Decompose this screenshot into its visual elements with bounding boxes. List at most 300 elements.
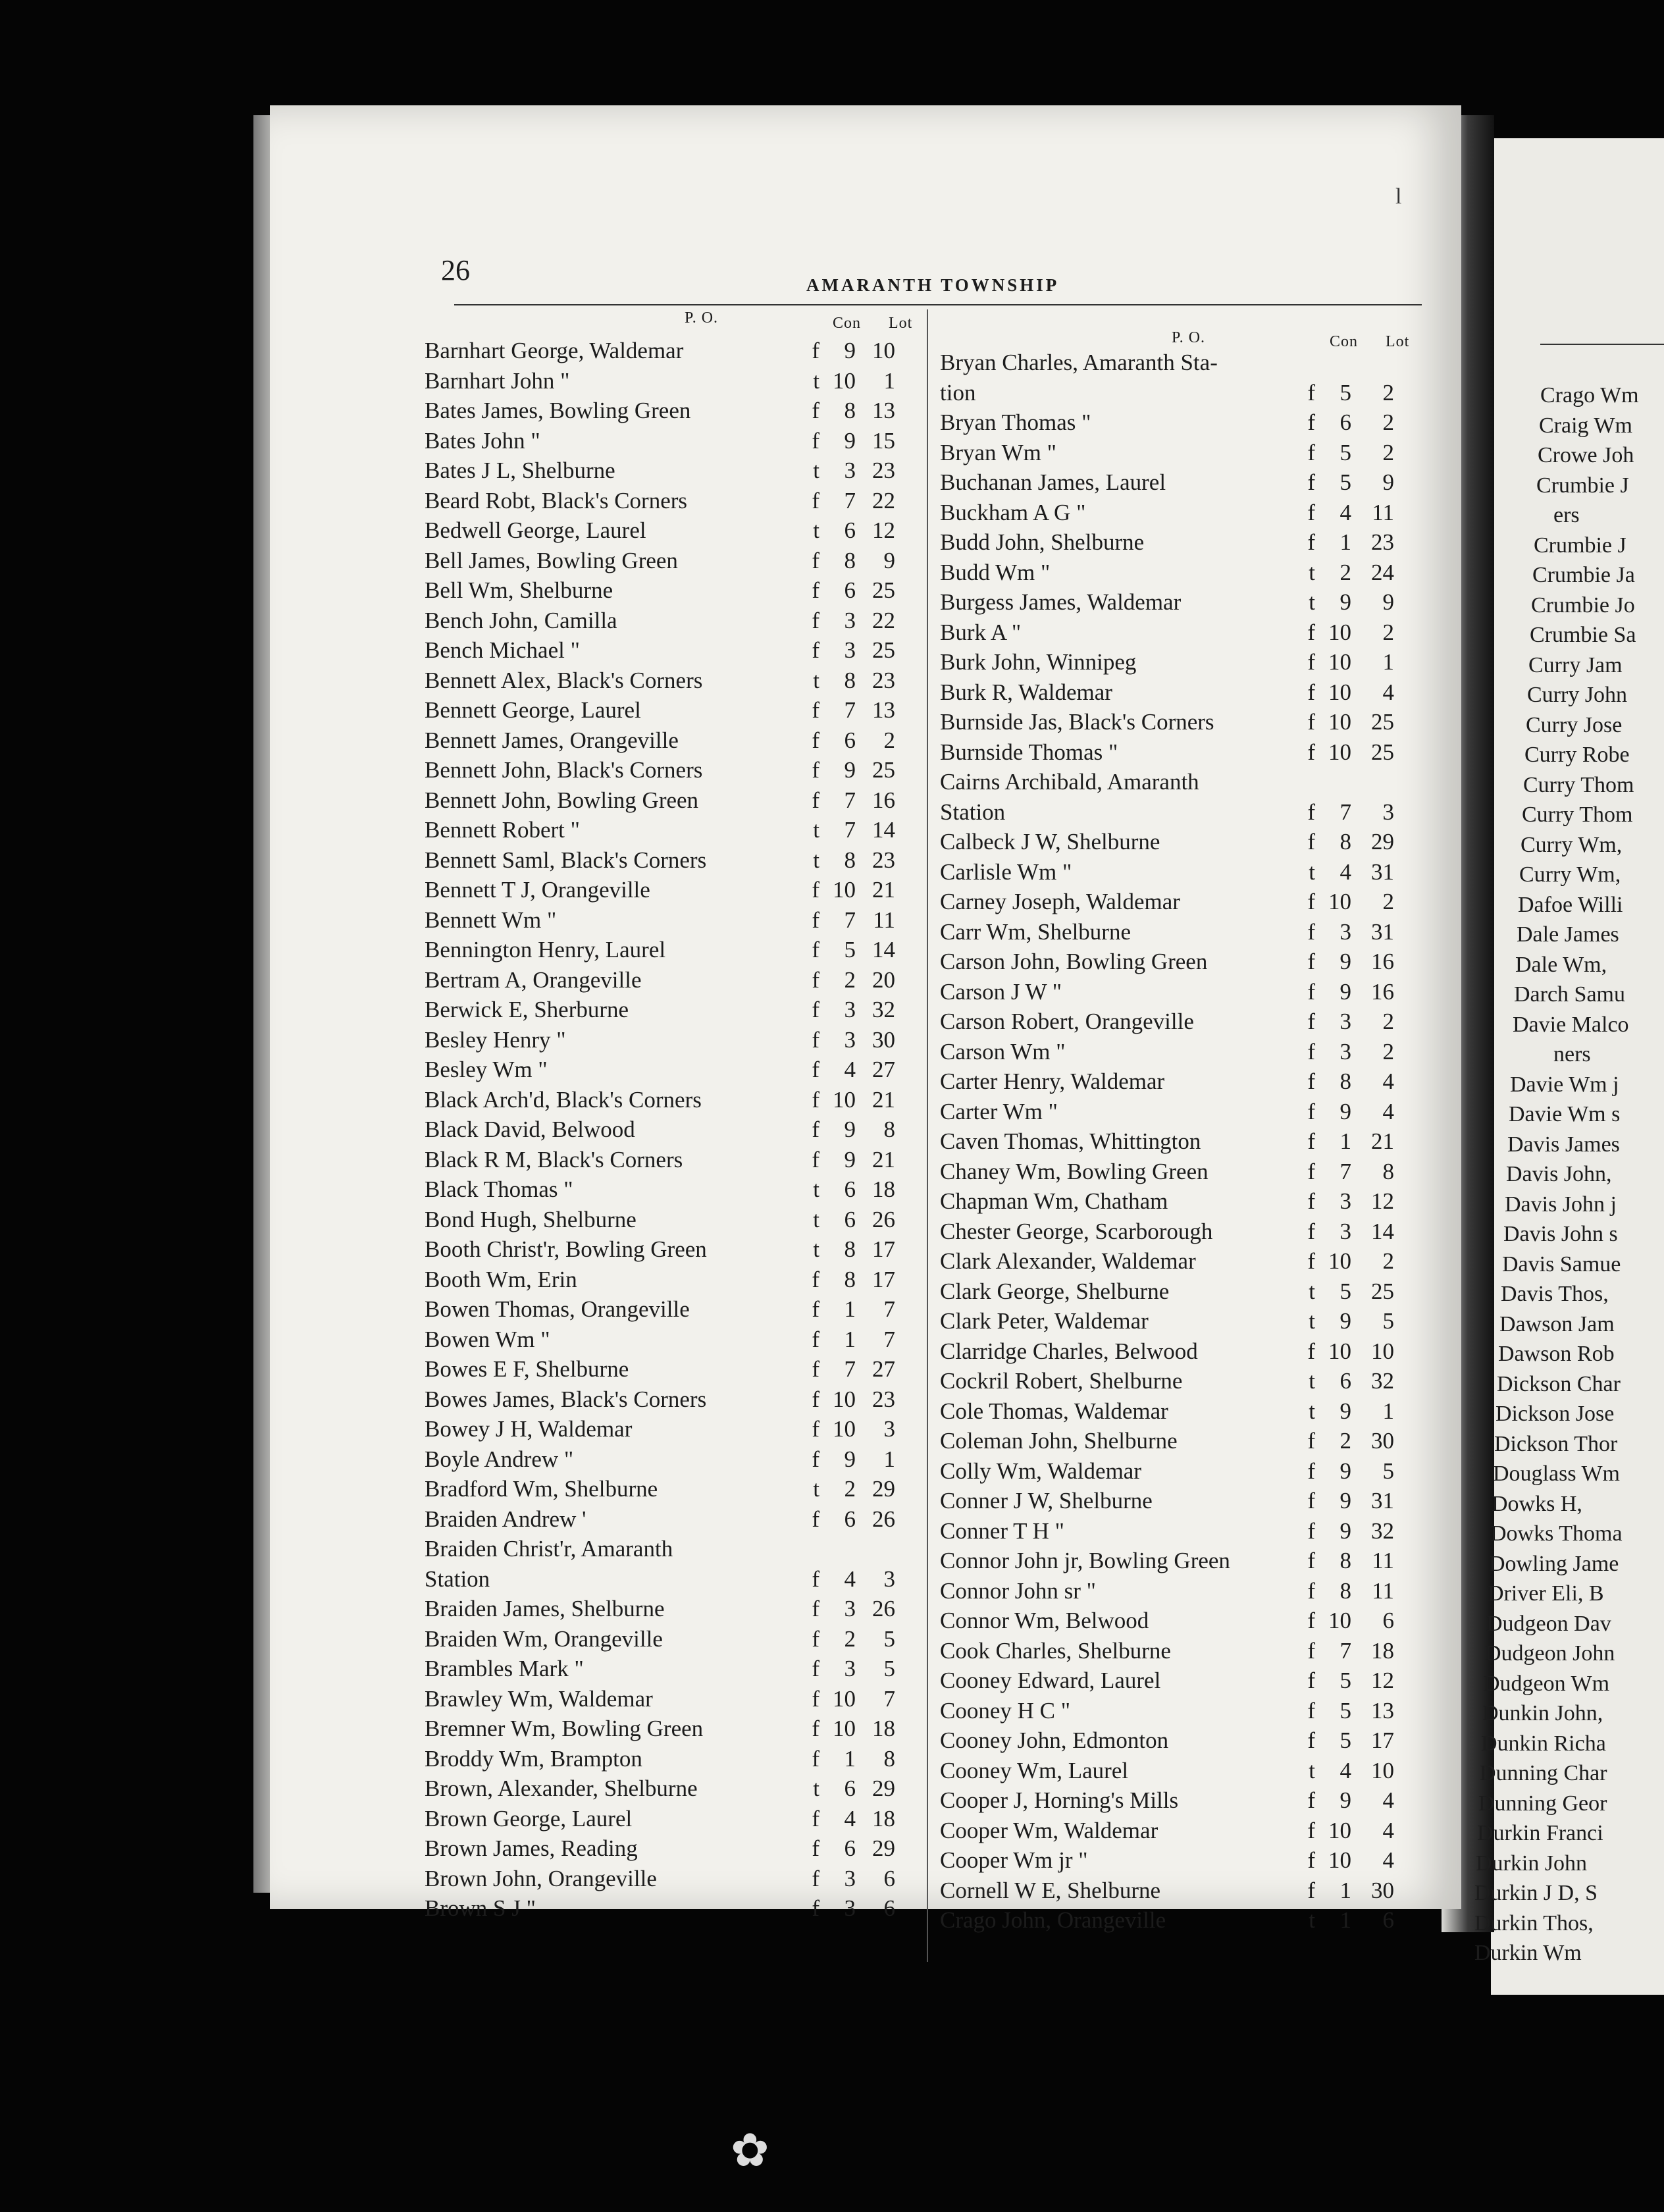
entry-con: 10	[1328, 649, 1351, 675]
entry-con: 5	[1339, 439, 1351, 465]
entry-lot: 13	[872, 398, 895, 423]
entry-row-partial: Davis Thos,	[1501, 1282, 1609, 1306]
entry-lot: 21	[872, 1146, 895, 1172]
entry-con: 9	[1339, 978, 1351, 1005]
entry-row-partial: Dawson Rob	[1498, 1342, 1615, 1366]
entry-con: 9	[1339, 949, 1351, 974]
entry-lot: 25	[872, 757, 895, 783]
entry-con: 10	[1328, 709, 1351, 735]
entry-con: 2	[844, 1476, 856, 1502]
entry-con: 10	[833, 1716, 856, 1741]
entry-lot: 11	[1372, 499, 1394, 525]
entry-con: 2	[844, 1625, 856, 1652]
entry-row-partial: Dickson Char	[1497, 1371, 1621, 1396]
entry-con: 10	[1328, 679, 1351, 705]
entry-name: Caven Thomas, Whittington	[940, 1128, 1201, 1154]
entry-row-partial: Davis Samue	[1502, 1251, 1621, 1277]
entry-lot: 1	[883, 1446, 895, 1472]
entry-con: 10	[1328, 1817, 1351, 1843]
entry-lot: 17	[872, 1236, 895, 1262]
page-title: AMARANTH TOWNSHIP	[806, 275, 1060, 295]
entry-con: 9	[1339, 1308, 1351, 1334]
entry-type: f	[1307, 1098, 1315, 1124]
entry-lot: 3	[883, 1566, 895, 1592]
entry-type: f	[812, 1835, 819, 1861]
entry-type: t	[813, 1206, 819, 1232]
entry-type: t	[813, 458, 819, 483]
entry-con: 3	[1339, 1038, 1351, 1065]
entry-con: 8	[1339, 829, 1351, 855]
entry-con: 6	[844, 1506, 856, 1532]
entry-type: f	[812, 398, 819, 423]
entry-lot: 9	[1382, 589, 1394, 615]
entry-name: Bennington Henry, Laurel	[425, 937, 666, 962]
entry-lot: 18	[872, 1805, 895, 1831]
entry-con: 8	[844, 398, 856, 423]
entry-con: 8	[844, 547, 856, 573]
entry-lot: 8	[883, 1117, 895, 1142]
entry-lot: 12	[1371, 1188, 1394, 1214]
entry-row-partial: Crumbie Ja	[1532, 563, 1635, 587]
entry-lot: 3	[883, 1416, 895, 1442]
entry-type: f	[1307, 469, 1315, 495]
entry-type: t	[813, 1476, 819, 1502]
entry-lot: 4	[1382, 1068, 1394, 1094]
entry-type: f	[1307, 499, 1315, 525]
entry-con: 8	[844, 667, 856, 693]
entry-name: Station	[425, 1566, 490, 1592]
entry-row-partial: Curry Thom	[1523, 772, 1634, 797]
entry-type: t	[813, 1236, 819, 1262]
entry-lot: 11	[1372, 1548, 1394, 1573]
entry-type: f	[1307, 1038, 1315, 1065]
entry-name: Bates J L, Shelburne	[425, 458, 615, 483]
entry-lot: 2	[1382, 409, 1394, 435]
entry-name: Bennett Wm "	[425, 907, 557, 933]
entry-lot: 31	[1371, 918, 1394, 945]
entry-lot: 6	[1382, 1608, 1394, 1633]
entry-lot: 7	[883, 1296, 895, 1322]
entry-row-partial: Driver Eli, B	[1488, 1581, 1604, 1606]
entry-name: Bond Hugh, Shelburne	[425, 1206, 637, 1232]
entry-type: t	[813, 1176, 819, 1202]
entry-row-partial: Curry Wm,	[1519, 862, 1621, 887]
entry-row-partial: Curry John	[1527, 683, 1628, 707]
entry-type: f	[1307, 1727, 1315, 1753]
entry-con: 5	[1339, 469, 1351, 495]
entry-type: f	[1307, 709, 1315, 735]
header-rule-right	[1540, 344, 1664, 345]
entry-lot: 11	[1372, 1577, 1394, 1604]
entry-type: f	[1307, 1128, 1315, 1154]
entry-lot: 2	[1382, 889, 1394, 914]
entry-con: 9	[844, 1446, 856, 1472]
entry-lot: 32	[1371, 1517, 1394, 1544]
entry-type: f	[812, 1026, 819, 1053]
entry-lot: 25	[1371, 709, 1394, 735]
entry-name: Braiden Christ'r, Amaranth	[425, 1536, 673, 1562]
entry-type: t	[1309, 559, 1315, 585]
entry-con: 4	[844, 1057, 856, 1082]
corner-mark: l	[1395, 184, 1402, 209]
entry-row-partial: Davis John s	[1503, 1222, 1618, 1246]
entry-name: Conner J W, Shelburne	[940, 1488, 1153, 1514]
entry-con: 3	[844, 1026, 856, 1053]
entry-name: Brambles Mark "	[425, 1656, 584, 1681]
entry-con: 7	[1339, 799, 1351, 825]
entry-name: Clarridge Charles, Belwood	[940, 1338, 1198, 1364]
entry-con: 1	[844, 1296, 856, 1322]
entry-name: Clark Peter, Waldemar	[940, 1308, 1149, 1334]
entry-name: Burk R, Waldemar	[940, 679, 1112, 705]
entry-type: t	[1309, 589, 1315, 615]
entry-con: 3	[844, 997, 856, 1022]
entry-type: f	[812, 1086, 819, 1113]
entry-name: Bennett Alex, Black's Corners	[425, 667, 703, 693]
entry-lot: 8	[883, 1745, 895, 1772]
entry-row-partial: Dudgeon John	[1485, 1641, 1615, 1666]
entry-con: 7	[844, 697, 856, 723]
entry-con: 1	[1339, 1907, 1351, 1933]
entry-type: f	[812, 1716, 819, 1741]
entry-name: Carr Wm, Shelburne	[940, 918, 1131, 945]
entry-type: f	[812, 1326, 819, 1352]
entry-type: t	[1309, 1368, 1315, 1394]
entry-con: 3	[844, 1895, 856, 1921]
entry-type: f	[812, 487, 819, 514]
entry-name: Beard Robt, Black's Corners	[425, 487, 688, 514]
entry-con: 10	[833, 1086, 856, 1113]
entry-name: Cooney John, Edmonton	[940, 1727, 1169, 1753]
entry-lot: 15	[872, 427, 895, 454]
entry-name: Bennett Saml, Black's Corners	[425, 847, 707, 873]
entry-name: Connor John sr "	[940, 1577, 1096, 1604]
entry-con: 10	[1328, 1847, 1351, 1873]
entry-lot: 13	[872, 697, 895, 723]
entry-lot: 17	[1371, 1727, 1394, 1753]
entry-lot: 5	[883, 1625, 895, 1652]
entry-lot: 1	[1382, 1398, 1394, 1424]
entry-row-partial: Dale James	[1517, 922, 1619, 947]
entry-type: t	[813, 817, 819, 843]
entry-type: f	[812, 1745, 819, 1772]
entry-type: f	[1307, 1577, 1315, 1604]
entry-row-partial: Craig Wm	[1539, 413, 1632, 438]
entry-con: 10	[833, 877, 856, 903]
entry-type: t	[813, 847, 819, 873]
entry-con: 6	[844, 1176, 856, 1202]
entry-con: 9	[844, 1117, 856, 1142]
entry-type: f	[812, 997, 819, 1022]
header-rule	[454, 304, 1422, 305]
entry-name: Chester George, Scarborough	[940, 1218, 1213, 1244]
entry-type: f	[1307, 1637, 1315, 1664]
entry-con: 9	[844, 757, 856, 783]
entry-lot: 25	[872, 577, 895, 603]
entry-con: 9	[1339, 589, 1351, 615]
entry-lot: 7	[883, 1326, 895, 1352]
entry-name: Barnhart John "	[425, 367, 570, 394]
entry-type: f	[812, 1566, 819, 1592]
entry-con: 3	[1339, 1218, 1351, 1244]
entry-name: Brawley Wm, Waldemar	[425, 1685, 653, 1712]
entry-type: f	[1307, 649, 1315, 675]
entry-type: f	[812, 757, 819, 783]
entry-lot: 12	[872, 517, 895, 543]
entry-lot: 30	[1371, 1428, 1394, 1454]
entry-lot: 18	[872, 1716, 895, 1741]
entry-type: f	[1307, 799, 1315, 825]
entry-type: f	[812, 1865, 819, 1891]
entry-type: f	[812, 1685, 819, 1712]
entry-name: Buchanan James, Laurel	[940, 469, 1166, 495]
entry-con: 8	[1339, 1548, 1351, 1573]
entry-row-partial: Davis John j	[1505, 1192, 1617, 1217]
entry-name: Brown James, Reading	[425, 1835, 638, 1861]
entry-lot: 4	[1382, 1787, 1394, 1813]
entry-con: 10	[833, 1685, 856, 1712]
entry-lot: 14	[1371, 1218, 1394, 1244]
entry-name: Berwick E, Sherburne	[425, 997, 629, 1022]
entry-type: f	[812, 907, 819, 933]
entry-lot: 2	[1382, 1248, 1394, 1274]
con-header-right: Con	[1330, 333, 1359, 350]
entry-type: f	[1307, 1608, 1315, 1633]
entry-lot: 32	[872, 997, 895, 1022]
entry-type: f	[812, 637, 819, 663]
entry-con: 10	[833, 1416, 856, 1442]
entry-type: f	[1307, 978, 1315, 1005]
entry-name: Burnside Thomas "	[940, 739, 1118, 765]
entry-row-partial: Durkin Franci	[1477, 1821, 1603, 1845]
entry-type: f	[1307, 1548, 1315, 1573]
entry-name: Bench John, Camilla	[425, 607, 617, 633]
entry-type: f	[1307, 1847, 1315, 1873]
entry-type: f	[1307, 379, 1315, 406]
entry-con: 1	[1339, 529, 1351, 555]
entry-con: 8	[1339, 1577, 1351, 1604]
entry-lot: 3	[1382, 799, 1394, 825]
entry-con: 9	[1339, 1098, 1351, 1124]
entry-con: 5	[1339, 1278, 1351, 1304]
entry-type: f	[812, 966, 819, 993]
entry-lot: 29	[872, 1776, 895, 1801]
entry-name: Bryan Charles, Amaranth Sta-	[940, 350, 1218, 375]
entry-con: 6	[844, 727, 856, 753]
entry-lot: 10	[1371, 1338, 1394, 1364]
entry-type: f	[812, 1296, 819, 1322]
entry-type: f	[1307, 619, 1315, 645]
entry-type: t	[813, 667, 819, 693]
entry-row-partial: Dowks Thoma	[1490, 1521, 1623, 1546]
entry-con: 10	[1328, 1608, 1351, 1633]
entry-type: t	[1309, 1757, 1315, 1783]
entry-lot: 2	[1382, 1009, 1394, 1034]
entry-con: 7	[1339, 1637, 1351, 1664]
entry-lot: 4	[1382, 1847, 1394, 1873]
entry-lot: 17	[872, 1266, 895, 1292]
entry-con: 8	[844, 1236, 856, 1262]
entry-lot: 1	[1382, 649, 1394, 675]
entry-con: 7	[844, 1356, 856, 1382]
entry-con: 8	[844, 847, 856, 873]
entry-name: Bench Michael "	[425, 637, 580, 663]
entry-type: t	[813, 367, 819, 394]
entry-lot: 26	[872, 1596, 895, 1621]
entry-con: 6	[844, 1835, 856, 1861]
entry-name: Carter Henry, Waldemar	[940, 1068, 1165, 1094]
entry-type: f	[812, 1146, 819, 1172]
entry-row-partial: Curry Wm,	[1521, 832, 1623, 857]
entry-name: Carson Robert, Orangeville	[940, 1009, 1194, 1034]
entry-name: Cooper Wm jr "	[940, 1847, 1088, 1873]
entry-name: Bennett John, Black's Corners	[425, 757, 703, 783]
entry-name: Bell James, Bowling Green	[425, 547, 678, 573]
entry-con: 8	[1339, 1068, 1351, 1094]
entry-con: 3	[844, 458, 856, 483]
entry-lot: 29	[1371, 829, 1394, 855]
entry-row-partial: Crumbie Sa	[1530, 623, 1636, 647]
entry-type: t	[1309, 1398, 1315, 1424]
entry-row-partial: Crumbie J	[1536, 473, 1629, 498]
entry-name: Bennett James, Orangeville	[425, 727, 679, 753]
entry-type: f	[812, 727, 819, 753]
entry-lot: 10	[872, 338, 895, 363]
entry-name: Braiden Andrew '	[425, 1506, 586, 1532]
entry-type: f	[1307, 1458, 1315, 1484]
entry-lot: 2	[883, 727, 895, 753]
entry-row-partial: Dowks H,	[1492, 1491, 1582, 1516]
entry-name: Cockril Robert, Shelburne	[940, 1368, 1183, 1394]
entry-name: Black David, Belwood	[425, 1117, 635, 1142]
entry-row-partial: Davie Wm s	[1509, 1102, 1621, 1126]
entry-lot: 23	[872, 667, 895, 693]
entry-name: Budd Wm "	[940, 559, 1051, 585]
entry-type: f	[812, 1895, 819, 1921]
entry-name: Booth Christ'r, Bowling Green	[425, 1236, 707, 1262]
entry-lot: 2	[1382, 439, 1394, 465]
entry-type: f	[812, 1596, 819, 1621]
entry-con: 10	[1328, 1248, 1351, 1274]
entry-type: f	[812, 787, 819, 813]
entry-type: f	[1307, 529, 1315, 555]
entry-type: f	[812, 1506, 819, 1532]
entry-con: 2	[1339, 559, 1351, 585]
entry-type: f	[812, 937, 819, 962]
entry-name: Connor Wm, Belwood	[940, 1608, 1149, 1633]
entry-name: Coleman John, Shelburne	[940, 1428, 1178, 1454]
entry-con: 1	[1339, 1877, 1351, 1903]
entry-name: Barnhart George, Waldemar	[425, 338, 684, 363]
entry-row-partial: Dafoe Willi	[1518, 892, 1623, 917]
entry-row-partial: Crumbie J	[1534, 533, 1626, 558]
entry-con: 4	[1339, 499, 1351, 525]
entry-lot: 29	[872, 1476, 895, 1502]
entry-con: 3	[844, 1596, 856, 1621]
entry-lot: 23	[1371, 529, 1394, 555]
entry-type: f	[1307, 679, 1315, 705]
entry-name: Clark Alexander, Waldemar	[940, 1248, 1196, 1274]
entry-row-partial: Dunkin John,	[1482, 1701, 1603, 1725]
entry-name: Braiden Wm, Orangeville	[425, 1625, 663, 1652]
entry-name: Black Thomas "	[425, 1176, 573, 1202]
entry-type: f	[1307, 1877, 1315, 1903]
entry-type: f	[1307, 1428, 1315, 1454]
entry-name: Crago John, Orangeville	[940, 1907, 1166, 1933]
entry-con: 9	[844, 427, 856, 454]
entry-con: 9	[1339, 1458, 1351, 1484]
entry-lot: 24	[1371, 559, 1394, 585]
entry-lot: 26	[872, 1506, 895, 1532]
entry-type: f	[1307, 1218, 1315, 1244]
entry-lot: 14	[872, 817, 895, 843]
entry-row-partial: Davis John,	[1506, 1162, 1612, 1186]
entry-row-partial: Crowe Joh	[1538, 443, 1634, 467]
entry-row-partial: Darch Samu	[1514, 982, 1626, 1007]
entry-lot: 21	[872, 877, 895, 903]
entry-lot: 10	[1371, 1757, 1394, 1783]
entry-type: f	[1307, 1248, 1315, 1274]
entry-lot: 22	[872, 607, 895, 633]
entry-type: f	[812, 1356, 819, 1382]
entry-con: 10	[1328, 739, 1351, 765]
entry-lot: 11	[873, 907, 895, 933]
entry-name: Cairns Archibald, Amaranth	[940, 769, 1199, 795]
entry-row-partial: Curry Thom	[1522, 803, 1633, 827]
entry-con: 10	[1328, 1338, 1351, 1364]
entry-type: f	[812, 877, 819, 903]
entry-row-partial: Dowling Jame	[1489, 1551, 1619, 1576]
entry-name: Black Arch'd, Black's Corners	[425, 1086, 702, 1113]
entry-type: f	[812, 697, 819, 723]
entry-type: f	[1307, 1787, 1315, 1813]
entry-name: Carlisle Wm "	[940, 858, 1072, 885]
entry-name: Brown John, Orangeville	[425, 1865, 657, 1891]
entry-con: 1	[1339, 1128, 1351, 1154]
entry-type: f	[1307, 409, 1315, 435]
entry-name: Bates James, Bowling Green	[425, 398, 691, 423]
entry-name: Burgess James, Waldemar	[940, 589, 1182, 615]
entry-lot: 26	[872, 1206, 895, 1232]
entry-row-partial: ers	[1553, 503, 1580, 527]
entry-type: f	[812, 1805, 819, 1831]
entry-row-partial: Durkin J D, S	[1474, 1881, 1598, 1905]
column-divider	[927, 309, 928, 1962]
entry-con: 2	[1339, 1428, 1351, 1454]
entry-type: t	[1309, 1278, 1315, 1304]
entry-con: 7	[844, 787, 856, 813]
entry-lot: 9	[883, 547, 895, 573]
entry-row-partial: Douglass Wm	[1493, 1462, 1620, 1486]
entry-con: 2	[844, 966, 856, 993]
entry-lot: 32	[1371, 1368, 1394, 1394]
entry-lot: 5	[1382, 1308, 1394, 1334]
entry-type: f	[1307, 1338, 1315, 1364]
entry-lot: 2	[1382, 619, 1394, 645]
entry-type: f	[1307, 739, 1315, 765]
entry-type: f	[812, 1656, 819, 1681]
entry-type: t	[813, 517, 819, 543]
entry-con: 5	[1339, 1668, 1351, 1693]
entry-con: 9	[1339, 1488, 1351, 1514]
entry-name: Bowen Thomas, Orangeville	[425, 1296, 690, 1322]
entry-con: 7	[844, 907, 856, 933]
entry-row-partial: Dudgeon Dav	[1486, 1611, 1611, 1636]
entry-type: f	[812, 1057, 819, 1082]
entry-lot: 5	[883, 1656, 895, 1681]
entry-lot: 2	[1382, 379, 1394, 406]
entry-row-partial: Dunkin Richa	[1481, 1731, 1606, 1756]
